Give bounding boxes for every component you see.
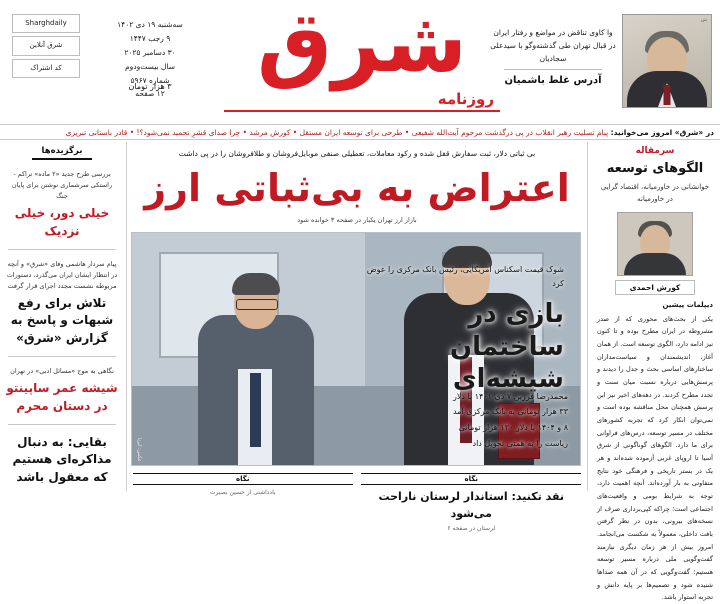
left-rail-header: برگزیده‌ها — [32, 146, 92, 160]
masthead — [0, 0, 720, 122]
photo-stat-line: ریاست را به همتی تحویل داد — [472, 438, 568, 448]
issue-pages: ۱۲ صفحه — [135, 89, 165, 99]
masthead-link-online[interactable]: شرق آنلاین — [12, 36, 80, 55]
portrait-tie — [664, 85, 671, 105]
issue-date-gregorian: ۳۰ دسامبر ۲۰۲۵ — [124, 47, 176, 57]
issue-date-lunar: ۹ رجب ۱۴۴۷ — [129, 33, 171, 43]
rail-kicker: پیام سردار هاشمی وفای «شرق» و آنچه در انتظار ایشان ایران می‌گذرد، دستورات مربوطه نشست مجدد اجرای قرار گرفت — [6, 259, 118, 291]
photo-stats — [350, 389, 568, 451]
list-item[interactable] — [6, 434, 118, 486]
masthead-author-label: آدرس غلط باشمیان — [504, 75, 602, 86]
masthead-link-social[interactable]: Sharghdaily — [12, 14, 80, 33]
photo-title: بازی در ساختمان شیشه‌ای — [449, 299, 564, 395]
editorial-author-name: کورش احمدی — [615, 280, 695, 295]
logo-rule — [224, 110, 500, 112]
photo-stat-line: ۳۳ هزار تومانی به بانک مرکزی آمد — [452, 407, 568, 417]
headlines-ticker — [0, 124, 720, 140]
brief-title: نقد تکنید: استاندار لرستان ناراحت می‌شود — [378, 490, 564, 520]
issue-date-solar: سه‌شنبه ۱۹ دی ۱۴۰۲ — [117, 20, 183, 29]
photo-stat-line: محمدرضا فرزین ۷ دی ۱۴۰۱ با دلار — [452, 391, 568, 401]
photo-credit: عکس: ایرنا — [136, 438, 142, 463]
logo-wordmark: شرق — [257, 0, 467, 91]
main-kicker: بی ثباتی دلار، ثبت سفارش قفل شده و رکود معاملات، تعطیلی صنفی موبایل‌فروشان و طلافروشان را در پی داشت — [178, 149, 536, 158]
ticker-prefix: در «شرق» امروز می‌خوانید: — [610, 128, 714, 137]
editorial-author-role: دیپلمات پیشین — [662, 300, 713, 309]
rail-kicker: نگاهی به موج «مسائل ادبی» در تهران — [10, 367, 114, 376]
editorial-body: یکی از بحث‌های محوری که از صدر مشروطه در ایران مطرح بوده و تا کنون نیز ادامه دارد، الگوی توسعه است. از همان آغاز، اندیشمندان و سیاست‌مداران ساختارهای اساسی بحث و جدل را دیدند و پرسش‌هایی درباره نسبت میان سنت و تجدد مطرح کردند. در دهه‌های اخیر نیز این پرسش همچنان محل مناقشه بوده است و نمی‌توان انکار کرد که تجربه کشورهای مختلف در مسیر توسعه، درس‌های فراوانی برای ما دارد. الگوهای گوناگونی از شرق آسیا تا اروپای غربی آزموده شده‌اند و هر یک در بستر تاریخی و فرهنگی خود نتایج متفاوتی به بار آورده‌اند. آنچه اهمیت دارد، توجه به شرایط بومی و واقعیت‌های اجتماعی است؛ چراکه کپی‌برداری صرف از نسخه‌های بیرونی، بدون در نظر گرفتن بافت داخلی، معمولاً به شکست می‌انجامد. امروز بیش از هر زمان دیگری نیازمند گفت‌وگویی ملی درباره مسیر توسعه هستیم؛ گفت‌وگویی که در آن همه صداها شنیده شود و تصمیم‌ها بر پایه دانش و تجربه استوار باشد. — [597, 314, 713, 602]
list-item[interactable] — [361, 473, 581, 532]
page-title: اعتراض به بی‌ثباتی ارز — [144, 165, 570, 210]
list-item[interactable] — [6, 259, 118, 347]
newspaper-logo — [224, 0, 500, 114]
masthead-link-subscribe[interactable]: کد اشتراک — [12, 59, 80, 78]
issue-number: شماره ۵۹۶۷ — [130, 75, 170, 85]
main-photo — [131, 232, 581, 466]
masthead-portrait — [622, 14, 712, 108]
rail-title: تلاش برای رفع شبهات و پاسخ به گزارش «شرق» — [10, 296, 114, 345]
editorial-title: الگوهای توسعه — [606, 161, 704, 176]
masthead-links — [12, 14, 80, 81]
photo-kicker: شوک قیمت اسکناس آمریکایی، رئیس بانک مرکزی را عوض کرد — [366, 265, 564, 288]
photo-headline-block — [364, 263, 564, 396]
ticker-text: پیام تسلیت رهبر انقلاب در پی درگذشت مرحوم آیت‌الله شفیعی • طرحی برای توسعه ایران مستقل • کورش مرشد • چرا صدای قشرِ تحمید نمی‌شود؟! • قادر باستانی تبریزی — [65, 128, 609, 137]
list-item[interactable] — [133, 473, 353, 532]
rail-kicker: بررسی طرح جدید «۲ ماده» تراکم - راستکی سرشماری نوشتن برای پایان جنگ — [11, 170, 113, 201]
editorial-subtitle: خوانشانی در خاورمیانه، اقتصاد گرایی در خاورمیانه — [600, 182, 710, 203]
rail-title: شیشه عمر ساپینتو در دستان محرم — [6, 381, 118, 413]
issue-year: سال بیست‌ودوم — [124, 61, 176, 71]
photo-person-left — [190, 277, 322, 465]
main-subline: بازار ارز تهران یکبار در صفحه ۳ خوانده شود — [297, 216, 417, 225]
brief-tag: نگاه — [133, 473, 353, 485]
masthead-portrait-tag: ش — [700, 17, 707, 23]
list-item[interactable] — [6, 169, 118, 240]
editorial-author-photo — [617, 212, 693, 276]
masthead-author — [490, 64, 616, 86]
brief-tag: نگاه — [361, 473, 581, 485]
content-columns — [0, 142, 720, 602]
list-item[interactable] — [6, 366, 118, 415]
divider — [8, 424, 116, 425]
main-story — [126, 142, 588, 533]
photo-stat-line: ۸ و ۱۴۰۴ با دلار ۱۲۰ هزار تومانی — [458, 422, 568, 432]
divider — [8, 356, 116, 357]
editorial-header: سرمقاله — [635, 146, 675, 156]
left-rail — [0, 142, 124, 491]
bottom-briefs — [133, 473, 581, 532]
logo-subtitle: روزنامه — [437, 90, 494, 108]
rail-title: بقایی: به دنبال مذاکره‌ای هستیم که معقول باشد — [12, 435, 112, 484]
divider — [8, 249, 116, 250]
masthead-price: ۳ هزار تومان — [128, 82, 172, 91]
brief-note: یادداشتی از حسین بصیرت — [209, 489, 276, 497]
masthead-slogan: وا کاوی تناقض در مواضع و رفتار ایران در قبال تهران طی گذشته‌وگو با سیدعلی سجادیان — [490, 28, 616, 64]
rail-title: خیلی دور، خیلی نزدیک — [14, 206, 110, 238]
brief-note: لرستان در صفحه ۶ — [447, 525, 496, 533]
editorial-column — [590, 142, 720, 602]
